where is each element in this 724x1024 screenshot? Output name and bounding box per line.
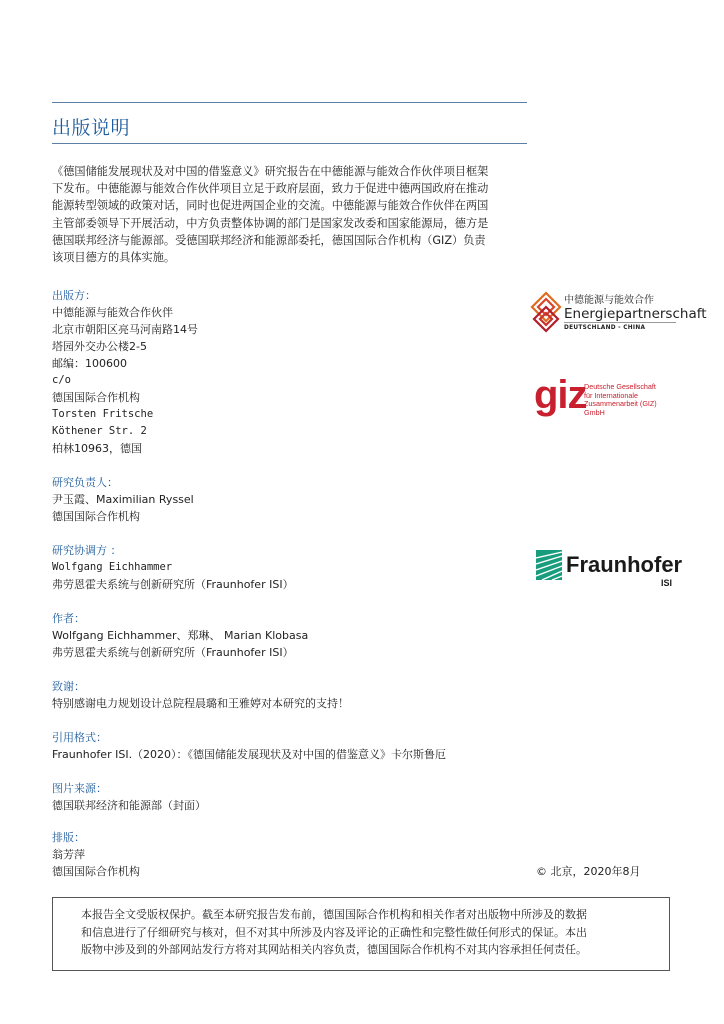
intro-paragraph — [52, 163, 530, 266]
publisher-line: 邮编：100600 — [52, 357, 127, 370]
citation-line: Fraunhofer ISI.（2020）：《德国储能发展现状及对中国的借鉴意义》卡尔斯鲁厄 — [52, 748, 447, 761]
notice-line: 版物中涉及到的外部网站发行方将对其网站相关内容负责，德国国际合作机构不对其内容承担任何责任。 — [81, 943, 587, 956]
header-rule-bottom — [52, 143, 527, 144]
image-source-heading: 图片来源： — [52, 782, 107, 795]
coordinator-line: 弗劳恩霍夫系统与创新研究所（Fraunhofer ISI） — [52, 578, 294, 591]
notice-line: 本报告全文受版权保护。截至本研究报告发布前，德国国际合作机构和相关作者对出版物中所涉及的数据 — [81, 908, 587, 921]
citation-section — [52, 729, 446, 763]
giz-fullname-line: Deutsche Gesellschaft — [584, 382, 656, 391]
publisher-line: 柏林10963，德国 — [52, 442, 142, 455]
fraunhofer-logo — [536, 548, 683, 590]
layout-credit-heading: 排版： — [52, 831, 85, 844]
coordinator-heading: 研究协调方 ： — [52, 544, 122, 557]
fraunhofer-wordmark: Fraunhofer — [566, 552, 683, 577]
page-title: 出版说明 — [52, 117, 131, 139]
energiepartnerschaft-chinese: 中德能源与能效合作 — [564, 295, 654, 306]
publisher-line: 塔园外交办公楼2-5 — [52, 340, 147, 353]
publication-date: © 北京，2020年8月 — [536, 865, 641, 878]
fraunhofer-stripes-icon — [536, 550, 562, 580]
giz-fullname — [584, 383, 674, 417]
research-lead-heading: 研究负责人： — [52, 476, 118, 489]
giz-fullname-line: für Internationale — [584, 390, 638, 400]
publisher-section — [52, 287, 198, 457]
layout-credit-line: 德国国际合作机构 — [52, 865, 140, 878]
publisher-line: 北京市朝阳区亮马河南路14号 — [52, 323, 198, 336]
intro-line: 主管部委领导下开展活动，中方负责整体协调的部门是国家发改委和国家能源局，德方是 — [52, 216, 489, 230]
layout-credit-section — [52, 829, 140, 880]
thanks-heading: 致谢： — [52, 680, 85, 693]
coordinator-section — [52, 542, 294, 593]
fraunhofer-isi-label: ISI — [661, 578, 673, 588]
publisher-line: 德国国际合作机构 — [52, 391, 140, 404]
header-rule-top — [52, 102, 527, 103]
publisher-line: Torsten Fritsche — [52, 408, 154, 420]
research-lead-line: 尹玉霞、Maximilian Ryssel — [52, 493, 194, 506]
publisher-heading: 出版方： — [52, 289, 96, 302]
publisher-line: Köthener Str. 2 — [52, 425, 147, 437]
energiepartnerschaft-divider — [564, 322, 676, 323]
thanks-section — [52, 678, 349, 712]
intro-line: 下发布。中德能源与能效合作伙伴项目立足于政府层面，致力于促进中德两国政府在推动 — [52, 182, 489, 196]
giz-wordmark: giz — [534, 373, 587, 417]
image-source-section — [52, 780, 206, 814]
intro-line: 能源转型领域的政策对话，同时也促进两国企业的交流。中德能源与能效合作伙伴在两国 — [52, 199, 489, 213]
energiepartnerschaft-subtitle: DEUTSCHLAND - CHINA — [564, 325, 646, 331]
energiepartnerschaft-name: Energiepartnerschaft — [564, 306, 707, 322]
authors-section — [52, 610, 308, 661]
publisher-line: 中德能源与能效合作伙伴 — [52, 306, 173, 319]
layout-credit-line: 翁芳萍 — [52, 848, 85, 861]
authors-line: Wolfgang Eichhammer、郑琳、 Marian Klobasa — [52, 629, 309, 642]
research-lead-line: 德国国际合作机构 — [52, 510, 140, 523]
thanks-line: 特别感谢电力规划设计总院程晨璐和王雅婷对本研究的支持！ — [52, 697, 349, 710]
energiepartnerschaft-logo — [530, 291, 707, 335]
image-source-line: 德国联邦经济和能源部（封面） — [52, 799, 206, 812]
intro-line: 该项目德方的具体实施。 — [52, 251, 176, 265]
intro-line: 《德国储能发展现状及对中国的借鉴意义》研究报告在中德能源与能效合作伙伴项目框架 — [52, 165, 489, 178]
notice-line: 和信息进行了仔细研究与核对，但不对其中所涉及内容及评论的正确性和完整性做任何形式的保证。本出 — [81, 925, 587, 939]
giz-fullname-line: Zusammenarbeit (GIZ) GmbH — [584, 399, 657, 417]
coordinator-line: Wolfgang Eichhammer — [52, 561, 173, 573]
diamond-energy-icon — [530, 291, 562, 335]
copyright-notice — [52, 897, 670, 971]
giz-logo — [534, 375, 674, 415]
authors-line: 弗劳恩霍夫系统与创新研究所（Fraunhofer ISI） — [52, 646, 294, 659]
intro-line: 德国联邦经济与能源部。受德国联邦经济和能源部委托，德国国际合作机构（GIZ）负责 — [52, 233, 486, 247]
citation-heading: 引用格式： — [52, 731, 107, 744]
publisher-line: c/o — [52, 374, 71, 386]
research-lead-section — [52, 474, 194, 525]
authors-heading: 作者： — [52, 612, 85, 625]
